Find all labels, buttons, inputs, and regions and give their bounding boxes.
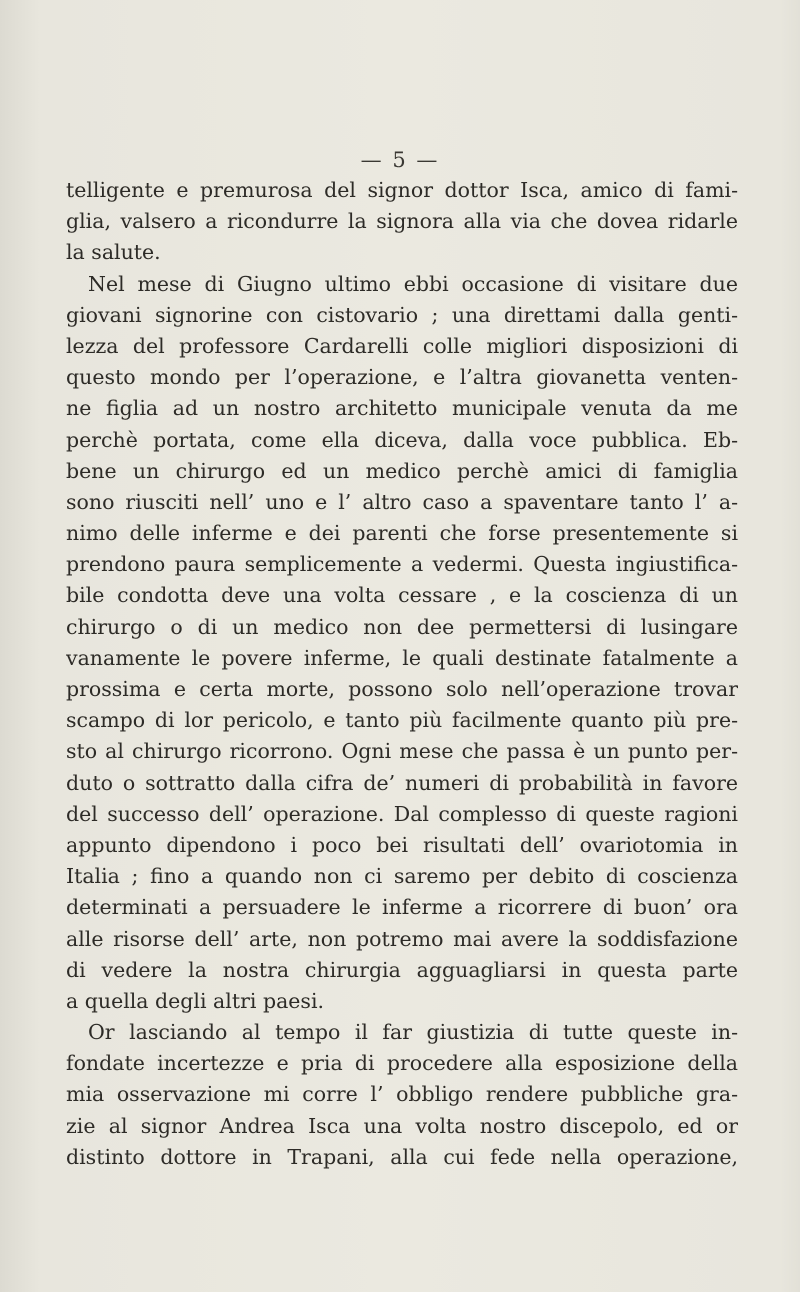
text-line: questo mondo per l’operazione, e l’altra giovanetta venten- xyxy=(66,365,738,390)
text-line: vanamente le povere inferme, le quali destinate fatalmente a xyxy=(66,645,738,670)
text-line: alle risorse dell’ arte, non potremo mai avere la soddisfazione xyxy=(66,926,738,951)
text-line: appunto dipendono i poco bei risultati dell’ ovariotomia in xyxy=(66,832,738,857)
text-line: perchè portata, come ella diceva, dalla voce pubblica. Eb- xyxy=(66,427,738,452)
text-line: mia osservazione mi corre l’ obbligo rendere pubbliche gra- xyxy=(66,1082,738,1107)
page-number: — 5 — xyxy=(360,148,440,172)
body-text xyxy=(66,175,738,1173)
text-line: Or lasciando al tempo il far giustizia di tutte queste in- xyxy=(88,1020,738,1045)
text-line: determinati a persuadere le inferme a ricorrere di buon’ ora xyxy=(66,895,738,920)
text-line: distinto dottore in Trapani, alla cui fede nella operazione, xyxy=(66,1144,738,1169)
text-line: giovani signorine con cistovario ; una direttami dalla genti- xyxy=(66,302,738,327)
text-line: prossima e certa morte, possono solo nell’operazione trovar xyxy=(66,677,738,701)
text-line: Italia ; fino a quando non ci saremo per debito di coscienza xyxy=(66,864,738,889)
text-line: la salute. xyxy=(66,240,161,265)
text-line: glia, valsero a ricondurre la signora alla via che dovea ridarle xyxy=(66,209,738,234)
text-line: bile condotta deve una volta cessare , e la coscienza di un xyxy=(66,583,738,608)
text-line: fondate incertezze e pria di procedere alla esposizione della xyxy=(66,1051,738,1076)
text-line: Nel mese di Giugno ultimo ebbi occasione di visitare due xyxy=(88,271,738,296)
text-line: bene un chirurgo ed un medico perchè amici di famiglia xyxy=(66,458,738,483)
text-line: di vedere la nostra chirurgia agguagliarsi in questa parte xyxy=(66,957,738,982)
text-line: sono riusciti nell’ uno e l’ altro caso a spaventare tanto l’ a- xyxy=(66,489,738,514)
text-line: a quella degli altri paesi. xyxy=(66,988,325,1013)
text-line: lezza del professore Cardarelli colle migliori disposizioni di xyxy=(66,333,738,358)
text-line: chirurgo o di un medico non dee permettersi di lusingare xyxy=(66,614,738,639)
text-line: nimo delle inferme e dei parenti che forse presentemente si xyxy=(66,521,738,546)
text-line: del successo dell’ operazione. Dal complesso di queste ragioni xyxy=(66,801,738,826)
text-line: ne figlia ad un nostro architetto municipale venuta da me xyxy=(66,396,738,421)
text-line: duto o sottratto dalla cifra de’ numeri di probabilità in favore xyxy=(66,770,738,795)
text-line: scampo di lor pericolo, e tanto più facilmente quanto più pre- xyxy=(66,708,738,733)
text-line: prendono paura semplicemente a vedermi. Questa ingiustifica- xyxy=(66,552,738,577)
text-line: sto al chirurgo ricorrono. Ogni mese che passa è un punto per- xyxy=(66,739,738,764)
text-line: zie al signor Andrea Isca una volta nostro discepolo, ed or xyxy=(66,1113,738,1138)
text-line: telligente e premurosa del signor dottor Isca, amico di fami- xyxy=(66,178,738,202)
